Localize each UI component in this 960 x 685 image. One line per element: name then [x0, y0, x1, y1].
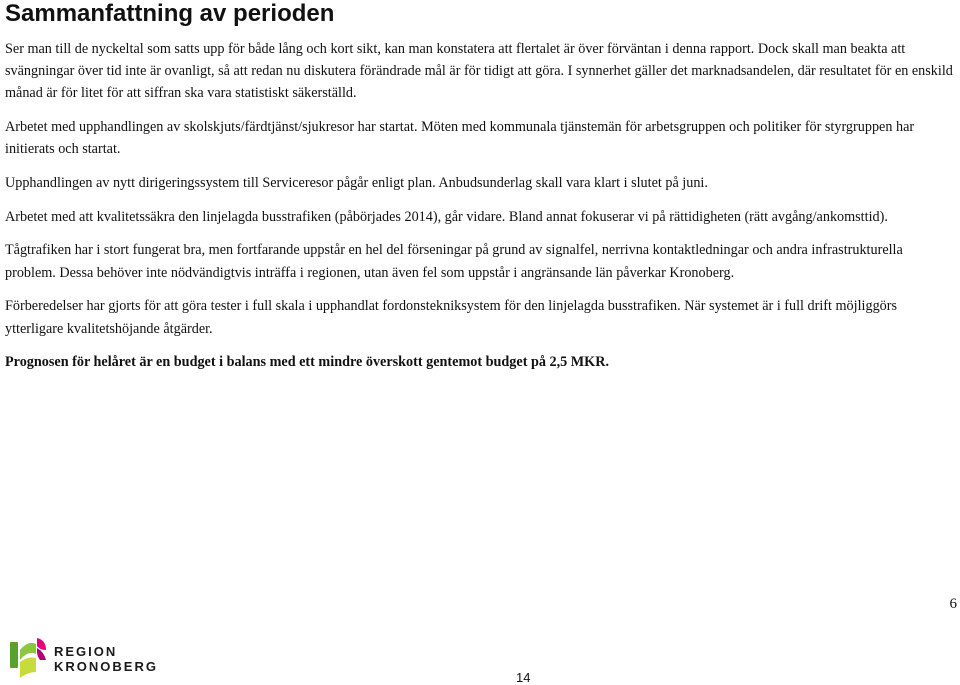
paragraph-forecast: Prognosen för helåret är en budget i balans med ett mindre överskott gentemot budget på 2,5 MKR.	[5, 354, 609, 371]
logo-line-region: REGION	[54, 644, 118, 659]
logo-wordmark	[54, 644, 158, 674]
paragraph-train-traffic: Tågtrafiken har i stort fungerat bra, men fortfarande uppstår en hel del förseningar på grund av signalfel, nerrivna kontaktledningar och andra infrastrukturella problem. Dessa behöver inte nödvändigtvis inträffa i regionen, utan även fel som uppstår i angränsande län påverkar Kronoberg.	[5, 242, 903, 281]
paragraph-dispatch-system: Upphandlingen av nytt dirigeringssystem till Serviceresor pågår enligt plan. Anbudsunderlag skall vara klart i slutet på juni.	[5, 175, 708, 192]
region-kronoberg-logo	[10, 638, 158, 680]
paragraph-vehicle-system: Förberedelser har gjorts för att göra tester i full skala i upphandlat fordonstekniksystem för den linjelagda busstrafiken. När systemet är i full drift möjliggörs ytterligare kvalitetshöjande åtgärder.	[5, 298, 898, 337]
paragraph-procurement-school-transport: Arbetet med upphandlingen av skolskjuts/färdtjänst/sjukresor har startat. Möten med kommunala tjänstemän för arbetsgruppen och politiker för styrgruppen har initierats och startat.	[5, 119, 915, 158]
summary-body	[5, 38, 955, 385]
paragraph-bus-quality: Arbetet med att kvalitetssäkra den linjelagda busstrafiken (påbörjades 2014), går vidare. Bland annat fokuserar vi på rättidigheten (rätt avgång/ankomsttid).	[5, 208, 888, 225]
region-kronoberg-logo-icon	[10, 638, 46, 680]
paragraph-key-figures: Ser man till de nyckeltal som satts upp för både lång och kort sikt, kan man konstatera att flertalet är över förväntan i denna rapport. Dock skall man beakta att svängningar över tid inte är ovanligt, så att redan nu diskutera förändrade mål är för tidigt att göra. I synnerhet gäller det marknadsandelen, där resultatet för en enskild månad är för litet för att siffran ska vara statistiskt säkerställd.	[5, 41, 953, 102]
logo-line-kronoberg: KRONOBERG	[54, 659, 158, 674]
page-title: Sammanfattning av perioden	[5, 0, 335, 27]
footer-page-number: 14	[516, 670, 531, 685]
side-page-number: 6	[949, 596, 957, 612]
